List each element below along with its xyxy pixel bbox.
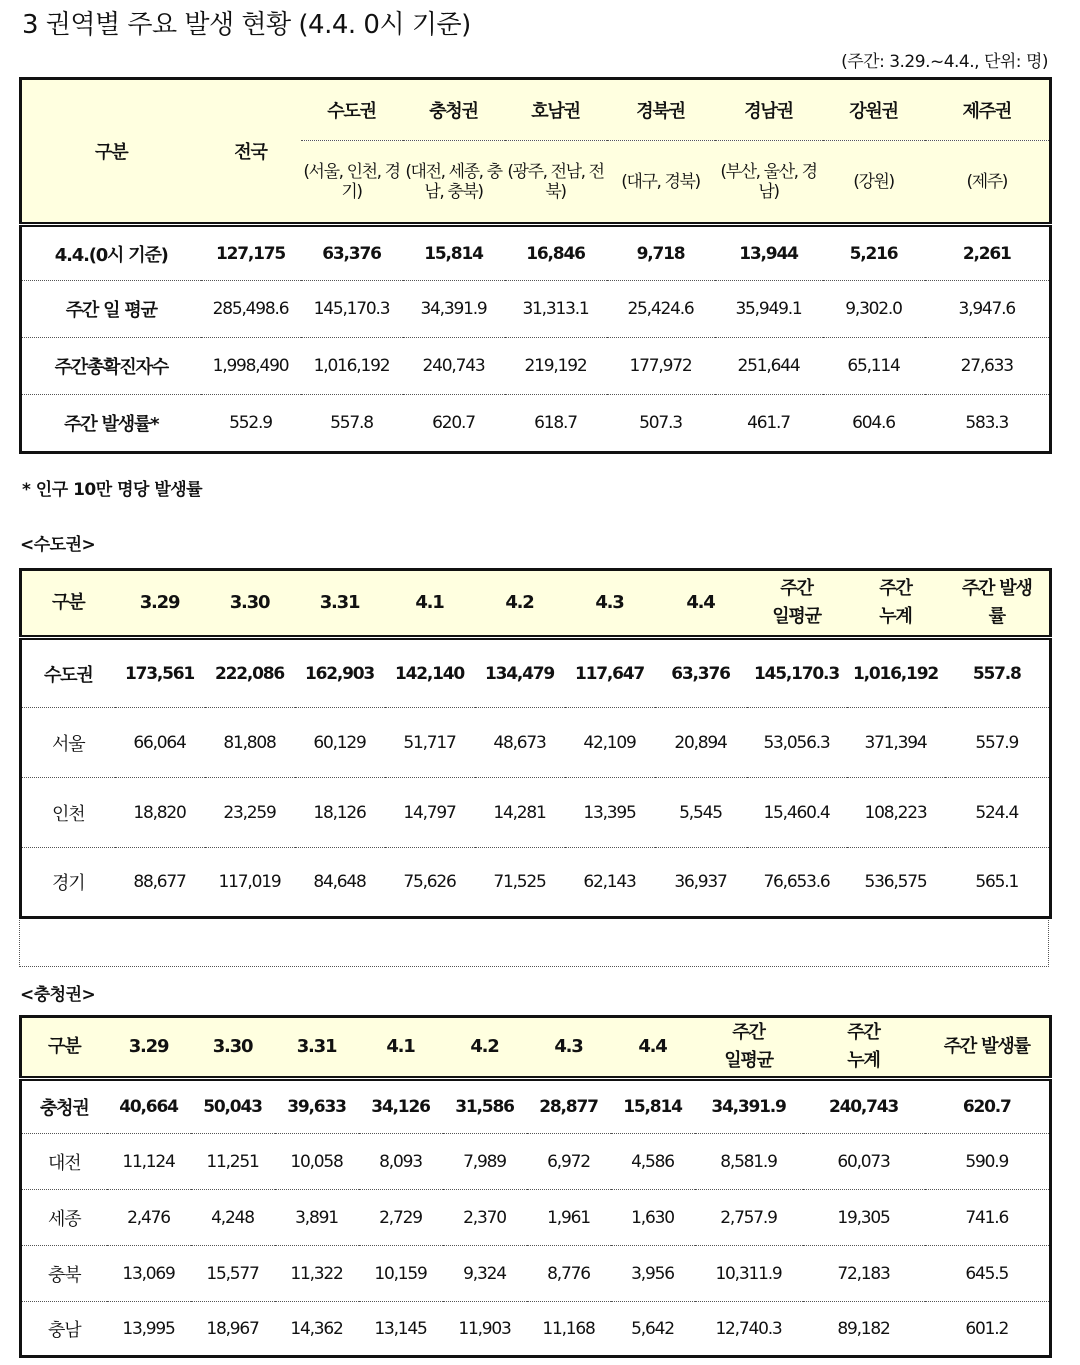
table-cell: 35,949.1 <box>715 281 823 338</box>
table-cell: 117,647 <box>565 638 655 708</box>
table-cell: 18,967 <box>191 1302 275 1357</box>
table-cell: 11,251 <box>191 1134 275 1190</box>
blank-dotted-box <box>19 920 1049 967</box>
table-cell: 42,109 <box>565 708 655 778</box>
table-cell: 2,476 <box>107 1190 191 1246</box>
table-cell: 89,182 <box>803 1302 925 1357</box>
row-label: 수도권 <box>21 638 115 708</box>
column-header: 4.2 <box>470 1036 499 1057</box>
table-cell: 28,877 <box>527 1079 611 1134</box>
table-row <box>21 778 1051 848</box>
table-cell: 60,129 <box>295 708 385 778</box>
row-label: 주간 일 평균 <box>21 281 201 338</box>
table-cell: 8,581.9 <box>695 1134 803 1190</box>
header-region: 경북권 <box>636 101 685 122</box>
table-cell: 4,248 <box>191 1190 275 1246</box>
table-cell: 63,376 <box>655 638 747 708</box>
column-header: 4.1 <box>415 592 444 613</box>
page-title: 3 권역별 주요 발생 현황 (4.4. 0시 기준) <box>22 10 471 40</box>
table-cell: 565.1 <box>945 848 1051 918</box>
table-cell: 2,370 <box>443 1190 527 1246</box>
section-label-sudo: <수도권> <box>20 535 96 555</box>
table-row <box>21 281 1051 338</box>
table-cell: 1,961 <box>527 1190 611 1246</box>
table-cell: 76,653.6 <box>747 848 847 918</box>
header-region: 수도권 <box>327 101 376 122</box>
header-row <box>21 570 1051 638</box>
table-row <box>21 638 1051 708</box>
table-cell: 3,891 <box>275 1190 359 1246</box>
table-cell: 461.7 <box>715 395 823 453</box>
column-header: 3.30 <box>229 592 270 613</box>
table-cell: 173,561 <box>115 638 205 708</box>
header-gubun: 구분 <box>95 142 128 163</box>
table-cell: 15,577 <box>191 1246 275 1302</box>
row-label: 충북 <box>21 1246 107 1302</box>
table-cell: 34,126 <box>359 1079 443 1134</box>
column-header: 4.1 <box>386 1036 415 1057</box>
table-row <box>21 848 1051 918</box>
table-cell: 552.9 <box>201 395 301 453</box>
chungcheong-region-table <box>19 1015 1052 1358</box>
column-header: 3.29 <box>128 1036 169 1057</box>
table-cell: 15,460.4 <box>747 778 847 848</box>
table-cell: 10,058 <box>275 1134 359 1190</box>
table-cell: 1,630 <box>611 1190 695 1246</box>
table-cell: 557.9 <box>945 708 1051 778</box>
table-cell: 240,743 <box>403 338 505 395</box>
table-cell: 251,644 <box>715 338 823 395</box>
footnote: * 인구 10만 명당 발생률 <box>22 480 203 500</box>
column-header: 4.3 <box>554 1036 583 1057</box>
table-cell: 13,145 <box>359 1302 443 1357</box>
row-label: 경기 <box>21 848 115 918</box>
row-label: 충남 <box>21 1302 107 1357</box>
table-row <box>21 225 1051 281</box>
column-header: 4.3 <box>595 592 624 613</box>
header-region: 호남권 <box>531 101 580 122</box>
table-cell: 18,126 <box>295 778 385 848</box>
table-cell: 618.7 <box>505 395 607 453</box>
header-row <box>21 1017 1051 1079</box>
table-cell: 507.3 <box>607 395 715 453</box>
table-cell: 524.4 <box>945 778 1051 848</box>
table-cell: 2,261 <box>925 225 1051 281</box>
table-cell: 285,498.6 <box>201 281 301 338</box>
table-cell: 4,586 <box>611 1134 695 1190</box>
header-subregion: (제주) <box>925 141 1051 225</box>
table-cell: 741.6 <box>925 1190 1051 1246</box>
table-cell: 371,394 <box>847 708 945 778</box>
unit-caption: (주간: 3.29.~4.4., 단위: 명) <box>841 52 1048 72</box>
table-cell: 8,776 <box>527 1246 611 1302</box>
row-label: 세종 <box>21 1190 107 1246</box>
table-cell: 71,525 <box>475 848 565 918</box>
column-header: 주간 누계 <box>847 1022 880 1071</box>
table-cell: 31,586 <box>443 1079 527 1134</box>
column-header: 3.29 <box>139 592 180 613</box>
table-cell: 34,391.9 <box>403 281 505 338</box>
table-cell: 72,183 <box>803 1246 925 1302</box>
header-subregion: (대전, 세종, 충남, 충북) <box>403 141 505 225</box>
table-cell: 48,673 <box>475 708 565 778</box>
table-row <box>21 1246 1051 1302</box>
table-row <box>21 1190 1051 1246</box>
header-national: 전국 <box>234 142 267 163</box>
table-cell: 25,424.6 <box>607 281 715 338</box>
row-label: 4.4.(0시 기준) <box>21 225 201 281</box>
regional-summary-table <box>19 77 1052 454</box>
table-cell: 10,311.9 <box>695 1246 803 1302</box>
column-header: 구분 <box>52 592 85 613</box>
table-cell: 9,718 <box>607 225 715 281</box>
table-cell: 145,170.3 <box>747 638 847 708</box>
table-cell: 66,064 <box>115 708 205 778</box>
column-header: 3.31 <box>319 592 360 613</box>
table-cell: 145,170.3 <box>301 281 403 338</box>
table-cell: 5,545 <box>655 778 747 848</box>
sudo-region-table <box>19 568 1052 919</box>
header-subregion: (광주, 전남, 전북) <box>505 141 607 225</box>
table-cell: 134,479 <box>475 638 565 708</box>
column-header: 4.4 <box>638 1036 667 1057</box>
table-cell: 39,633 <box>275 1079 359 1134</box>
table-cell: 84,648 <box>295 848 385 918</box>
table-cell: 19,305 <box>803 1190 925 1246</box>
table-row <box>21 338 1051 395</box>
header-region: 경남권 <box>744 101 793 122</box>
table-cell: 3,956 <box>611 1246 695 1302</box>
table-row <box>21 1302 1051 1357</box>
table-cell: 11,168 <box>527 1302 611 1357</box>
row-label: 서울 <box>21 708 115 778</box>
table-cell: 162,903 <box>295 638 385 708</box>
column-header: 주간 일평균 <box>724 1022 773 1071</box>
table-cell: 65,114 <box>823 338 925 395</box>
table-cell: 15,814 <box>611 1079 695 1134</box>
table-cell: 9,324 <box>443 1246 527 1302</box>
table-cell: 557.8 <box>945 638 1051 708</box>
table-cell: 2,729 <box>359 1190 443 1246</box>
table-cell: 10,159 <box>359 1246 443 1302</box>
header-subregion: (부산, 울산, 경남) <box>715 141 823 225</box>
table-cell: 13,944 <box>715 225 823 281</box>
table-cell: 18,820 <box>115 778 205 848</box>
row-label: 충청권 <box>21 1079 107 1134</box>
table-cell: 88,677 <box>115 848 205 918</box>
table-cell: 27,633 <box>925 338 1051 395</box>
table-cell: 583.3 <box>925 395 1051 453</box>
table-cell: 81,808 <box>205 708 295 778</box>
table-cell: 222,086 <box>205 638 295 708</box>
table-cell: 536,575 <box>847 848 945 918</box>
table-cell: 240,743 <box>803 1079 925 1134</box>
table-cell: 50,043 <box>191 1079 275 1134</box>
table-cell: 75,626 <box>385 848 475 918</box>
table-cell: 63,376 <box>301 225 403 281</box>
table-cell: 645.5 <box>925 1246 1051 1302</box>
header-region: 충청권 <box>429 101 478 122</box>
table-cell: 31,313.1 <box>505 281 607 338</box>
table-cell: 13,395 <box>565 778 655 848</box>
table-cell: 219,192 <box>505 338 607 395</box>
table-cell: 13,069 <box>107 1246 191 1302</box>
table-cell: 620.7 <box>403 395 505 453</box>
header-row-regions <box>21 79 1051 141</box>
column-header: 주간 일평균 <box>772 578 821 627</box>
table-cell: 51,717 <box>385 708 475 778</box>
table-cell: 142,140 <box>385 638 475 708</box>
table-cell: 60,073 <box>803 1134 925 1190</box>
table-cell: 9,302.0 <box>823 281 925 338</box>
table-cell: 604.6 <box>823 395 925 453</box>
column-header: 3.31 <box>296 1036 337 1057</box>
table-cell: 16,846 <box>505 225 607 281</box>
header-region: 제주권 <box>962 101 1012 122</box>
table-row <box>21 1134 1051 1190</box>
table-cell: 2,757.9 <box>695 1190 803 1246</box>
table-cell: 108,223 <box>847 778 945 848</box>
table-cell: 62,143 <box>565 848 655 918</box>
row-label: 인천 <box>21 778 115 848</box>
table-cell: 1,016,192 <box>301 338 403 395</box>
table-cell: 53,056.3 <box>747 708 847 778</box>
table-cell: 12,740.3 <box>695 1302 803 1357</box>
column-header: 주간 발생률 <box>943 1036 1030 1057</box>
table-cell: 23,259 <box>205 778 295 848</box>
header-subregion: (대구, 경북) <box>607 141 715 225</box>
table-cell: 14,797 <box>385 778 475 848</box>
table-cell: 8,093 <box>359 1134 443 1190</box>
table-cell: 15,814 <box>403 225 505 281</box>
column-header: 4.2 <box>505 592 534 613</box>
table-cell: 590.9 <box>925 1134 1051 1190</box>
table-cell: 557.8 <box>301 395 403 453</box>
table-cell: 34,391.9 <box>695 1079 803 1134</box>
table-cell: 5,642 <box>611 1302 695 1357</box>
table-row <box>21 1079 1051 1134</box>
table-cell: 40,664 <box>107 1079 191 1134</box>
table-cell: 5,216 <box>823 225 925 281</box>
row-label: 대전 <box>21 1134 107 1190</box>
table-row <box>21 395 1051 453</box>
header-subregion: (강원) <box>823 141 925 225</box>
section-label-chungcheong: <충청권> <box>20 985 96 1005</box>
table-cell: 177,972 <box>607 338 715 395</box>
table-cell: 117,019 <box>205 848 295 918</box>
table-cell: 14,281 <box>475 778 565 848</box>
table-cell: 1,998,490 <box>201 338 301 395</box>
table-cell: 13,995 <box>107 1302 191 1357</box>
column-header: 4.4 <box>686 592 715 613</box>
table-cell: 20,894 <box>655 708 747 778</box>
table-cell: 601.2 <box>925 1302 1051 1357</box>
column-header: 3.30 <box>212 1036 253 1057</box>
header-subregion: (서울, 인천, 경기) <box>301 141 403 225</box>
column-header: 주간 발생 률 <box>961 578 1032 627</box>
table-cell: 620.7 <box>925 1079 1051 1134</box>
table-cell: 6,972 <box>527 1134 611 1190</box>
table-cell: 14,362 <box>275 1302 359 1357</box>
header-region: 강원권 <box>849 101 898 122</box>
table-cell: 36,937 <box>655 848 747 918</box>
column-header: 주간 누계 <box>879 578 912 627</box>
row-label: 주간총확진자수 <box>21 338 201 395</box>
column-header: 구분 <box>48 1036 81 1057</box>
table-cell: 1,016,192 <box>847 638 945 708</box>
table-row <box>21 708 1051 778</box>
table-cell: 11,124 <box>107 1134 191 1190</box>
table-cell: 7,989 <box>443 1134 527 1190</box>
table-cell: 11,322 <box>275 1246 359 1302</box>
table-cell: 127,175 <box>201 225 301 281</box>
table-cell: 11,903 <box>443 1302 527 1357</box>
row-label: 주간 발생률* <box>21 395 201 453</box>
table-cell: 3,947.6 <box>925 281 1051 338</box>
